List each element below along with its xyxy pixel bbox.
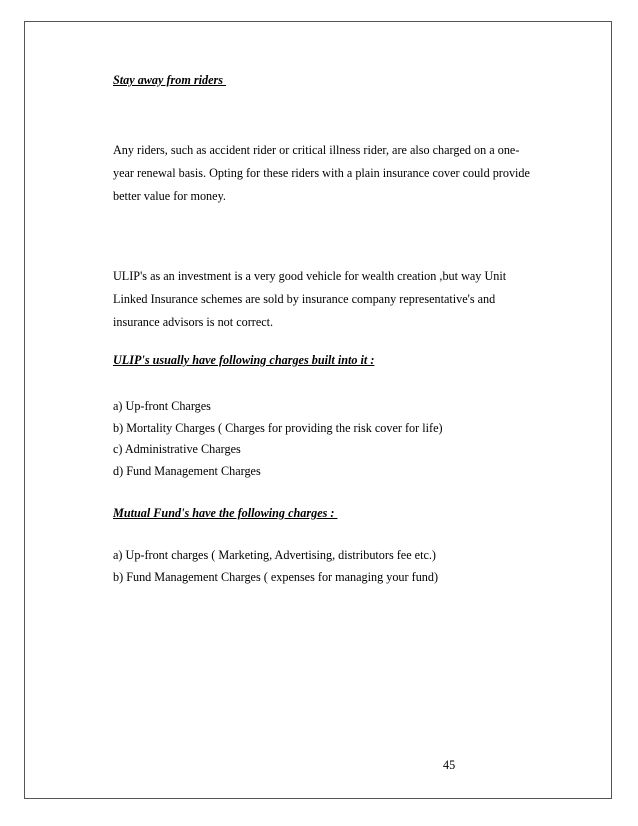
ulip-charges-list (113, 396, 553, 482)
paragraph-line: better value for money. (113, 189, 226, 203)
list-item: a) Up-front Charges (113, 399, 211, 413)
list-item: c) Administrative Charges (113, 442, 241, 456)
mf-charges-heading: Mutual Fund's have the following charges : (113, 506, 338, 520)
riders-paragraph (113, 139, 553, 208)
paragraph-line: insurance advisors is not correct. (113, 315, 274, 329)
ulip-paragraph (113, 265, 553, 334)
mf-charges-list (113, 545, 553, 588)
riders-heading: Stay away from riders (113, 73, 227, 87)
paragraph-line: ULIP's as an investment is a very good vehicle for wealth creation ,but way Unit (113, 269, 507, 283)
paragraph-line: Linked Insurance schemes are sold by insurance company representative's and (113, 292, 496, 306)
list-item: b) Mortality Charges ( Charges for providing the risk cover for life) (113, 420, 443, 435)
ulip-charges-heading: ULIP's usually have following charges built into it : (113, 353, 375, 367)
list-item: d) Fund Management Charges (113, 463, 261, 478)
list-item: a) Up-front charges ( Marketing, Advertising, distributors fee etc.) (113, 548, 436, 562)
list-item: b) Fund Management Charges ( expenses for managing your fund) (113, 569, 439, 584)
paragraph-line: Any riders, such as accident rider or critical illness rider, are also charged on a one- (113, 143, 520, 157)
page-number: 45 (443, 758, 456, 772)
paragraph-line: year renewal basis. Opting for these riders with a plain insurance cover could provide (113, 166, 530, 180)
